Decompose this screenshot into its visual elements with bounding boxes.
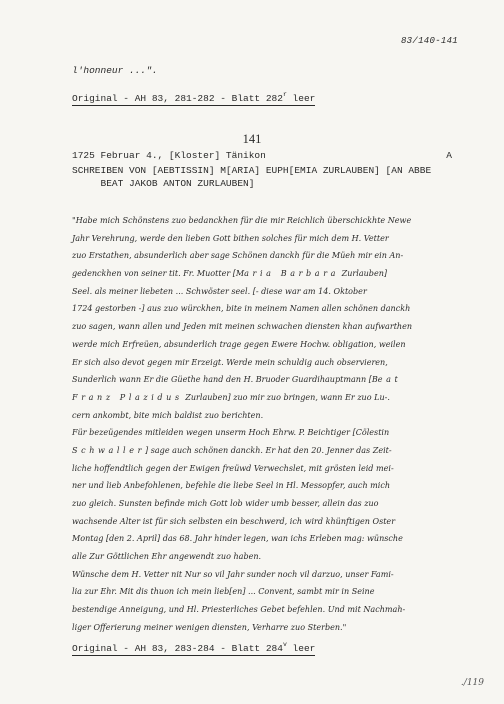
body-line	[72, 318, 462, 336]
body-line	[72, 530, 462, 548]
body-text-segment: alle Zur Göttlichen Ehr angewendt zuo haben.	[72, 552, 262, 562]
spaced-name: Schwaller	[72, 445, 146, 455]
body-text-segment: zuo gleich. Sunsten befinde mich Gott lob wider umb besser, allein das zuo	[72, 499, 379, 508]
body-text-segment: Jahr Verehrung, werde den lieben Gott bithen solches für mich dem H. Vetter	[72, 233, 389, 243]
body-text-segment: Für bezeügendes mitleiden wegen unserm Hoch Ehrw. P. Beichtiger [Cölestin	[72, 428, 390, 438]
page-reference: 83/140-141	[400, 36, 458, 46]
body-line	[72, 513, 462, 531]
spaced-name: aria Barbara	[244, 269, 340, 279]
body-text-segment: Wünsche dem H. Vetter nit Nur so vil Jahr sunder noch vil darzuo, unser Fami-	[72, 569, 394, 579]
body-line	[72, 407, 462, 425]
body-line	[72, 371, 462, 389]
body-line	[72, 265, 462, 283]
body-line	[72, 212, 462, 230]
original-reference-top	[72, 91, 315, 106]
body-text-segment: gedenckhen von seiner tit. Fr. Muotter [M	[72, 269, 245, 279]
letter-code: A	[446, 150, 452, 161]
body-text-segment: wachsende Alter ist für sich selbsten ein beschwerd, ich wird khünftigen Oster	[72, 516, 396, 526]
body-text-segment: 1724 gestorben -] aus zuo würckhen, bite in meinem Namen allen schönen danckh	[72, 304, 411, 314]
body-text-segment: Sunderlich wann Er die Güethe hand den H. Bruoder Guardihauptmann [B	[72, 375, 378, 385]
body-text-segment: liche hoffendtlich gegen der Ewigen freüwd Verwechslet, mit grösten leid mei-	[72, 463, 394, 473]
body-text-segment: Zurlauben] zuo mir zuo bringen, wann Er zuo Lu-.	[182, 392, 390, 402]
body-line	[72, 548, 462, 566]
document-number: 141	[242, 132, 262, 146]
original-reference-sup: v	[282, 641, 287, 648]
body-line	[72, 601, 462, 619]
body-text-segment: werde mich Erfreüen, absunderlich trage gegen Ewere Hochw. obligation, weilen	[72, 339, 406, 349]
letter-body	[72, 212, 462, 637]
body-text-segment: liger Offerierung meiner wenigen diensten, Verharre zuo Sterben."	[72, 622, 347, 632]
body-line	[72, 460, 462, 478]
spaced-name: F	[72, 392, 82, 402]
underline-rule	[72, 655, 315, 656]
body-text-segment: zuo Erstathen, absunderlich aber sage Schönen danckh für die Müeh mir ein An-	[72, 251, 404, 261]
original-reference-text: Original - AH 83, 281-282 - Blatt 282	[72, 93, 283, 104]
body-line	[72, 495, 462, 513]
original-reference-text: Original - AH 83, 283-284 - Blatt 284	[72, 643, 283, 654]
body-text-segment: zuo sagen, wann allen und Jeden mit meinen schwachen diensten khan aufwarthen	[72, 322, 413, 332]
original-reference-suffix: leer	[286, 93, 316, 104]
document-heading: SCHREIBEN VON [AEBTISSIN] M[ARIA] EUPH[EMIA ZURLAUBEN] [AN ABBE BEAT JAKOB ANTON ZURLAUBEN]	[72, 165, 432, 189]
dateline: 1725 Februar 4., [Kloster] Tänikon	[72, 150, 266, 161]
original-reference-bottom	[72, 641, 315, 656]
spaced-name: eat	[377, 375, 402, 385]
body-line	[72, 336, 462, 354]
body-text-segment: ner und lieb Anbefohlenen, befehle die liebe Seel in Hl. Messopfer, auch mich	[72, 481, 391, 491]
body-line	[72, 247, 462, 265]
body-text-segment: Seel. als meiner liebeten ... Schwöster seel. [- diese war am 14. Oktober	[72, 286, 367, 296]
body-line	[72, 354, 462, 372]
body-line	[72, 442, 462, 460]
body-line	[72, 583, 462, 601]
body-text-segment: Er sich also devot gegen mir Erzeigt. Werde mein schuldig auch observieren,	[72, 357, 388, 367]
body-line	[72, 230, 462, 248]
body-line	[72, 283, 462, 301]
body-line	[72, 300, 462, 318]
body-text-segment: cern ankombt, bite mich baldist zuo berichten.	[72, 410, 264, 420]
spaced-name: ranz Plazidus	[81, 392, 183, 402]
body-text-segment: "Habe mich Schönstens zuo bedanckhen für die mir Reichlich überschickhte Newe	[72, 216, 412, 225]
body-text-segment: bestendige Anneigung, und Hl. Priesterliches Gebet befehlen. Und mit Nachmah-	[72, 605, 406, 615]
body-line	[72, 477, 462, 495]
body-line	[72, 389, 462, 407]
closing-fragment: l'honneur ...".	[72, 65, 158, 76]
margin-mark: ./119	[460, 678, 484, 688]
underline-rule	[72, 105, 315, 106]
body-line	[72, 619, 462, 637]
body-text-segment: ] sage auch schönen danckh. Er hat den 20. Jenner das Zeit-	[145, 445, 392, 455]
original-reference-suffix: leer	[286, 643, 316, 654]
body-text-segment: lia zur Ehr. Mit dis thuon ich mein lieb[en] ... Convent, sambt mir in Seine	[72, 587, 375, 597]
body-line	[72, 566, 462, 584]
original-reference-sup: r	[282, 91, 287, 98]
body-text-segment: Zurlauben]	[339, 269, 388, 279]
body-text-segment: Montag [den 2. April] das 68. Jahr hinder legen, wan ichs Erleben mag: wünsche	[72, 534, 403, 544]
body-line	[72, 424, 462, 442]
